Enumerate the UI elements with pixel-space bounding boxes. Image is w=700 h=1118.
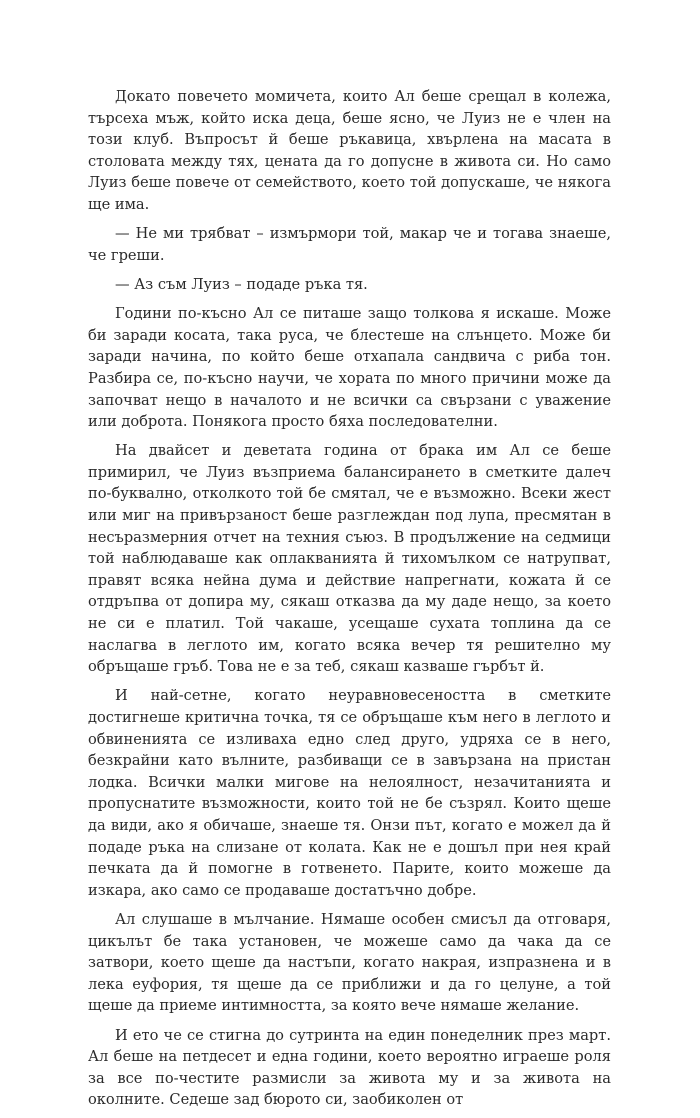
paragraph-1: Докато повечето момичета, които Ал беше срещал в колежа, търсеха мъж, който иска деца, беше ясно, че Луиз не е член на този клуб. Въпросът й беше ръкавица, хвърлена на масата в столовата между тях, цената да го допусне в живота си. Но само Луиз беше повече от семейството, което той допускаше, че някога ще има.: [88, 88, 611, 213]
paragraph-2: Години по-късно Ал се питаше защо толкова я искаше. Може би заради косата, така руса, че блестеше на слънцето. Може би заради начина, по който беше отхапала сандвича с риба тон. Разбира се, по-късно научи, че хората по много причини може да започват нещо в началото и не всички са свързани с уважение или доброта. Понякога просто бяха последователни.: [88, 305, 611, 431]
paragraph-6: И ето че се стигна до сутринта на един понеделник през март. Ал беше на петдесет и една години, което вероятно играеше роля за все по-честите размисли за живота му и за живота на околните. Седеше зад бюрото си, заобиколен от: [88, 1026, 611, 1109]
paragraph-4: И най-сетне, когато неуравновесеността в сметките достигнеше критична точка, тя се обръщаше към него в леглото и обвиненията се изливаха едно след друго, удряха се в него, безкрайни като вълните, разбиващи се в завързана на пристан лодка. Всички малки мигове на нелоялност, незачитанията и пропуснатите възможности, които той не бе съзрял. Които щеше да види, ако я обичаше, знаеше тя. Онзи път, когато е можел да й подаде ръка на слизане от колата. Как не е дошъл при нея край печката да й помогне в готвенето. Парите, които можеше да изкара, ако само се продаваше достатъчно добре.: [88, 687, 611, 899]
paragraph-5: Ал слушаше в мълчание. Нямаше особен смисъл да отговаря, цикълът бе така установен, че можеше само да чака да се затвори, което щеше да настъпи, когато накрая, изпразнена и в лека еуфория, тя щеше да се приближи и да го целуне, а той щеше да приеме интимността, за която вече нямаше желание.: [88, 910, 611, 1015]
paragraph-3: На двайсет и деветата година от брака им Ал се беше примирил, че Луиз възприема балансирането в сметките далеч по-буквално, отколкото той бе смятал, че е възможно. Всеки жест или миг на привързаност беше разглеждан под лупа, пресмятан в несъразмерния отчет на техния съюз. В продължение на седмици той наблюдаваше как оплакванията й тихомълком се натрупват, правят всяка нейна дума и действие напрегнати, кожата й се отдръпва от допира му, сякаш отказва да му даде нещо, за което не си е платил. Той чакаше, усещаше сухата топлина да се наслагва в леглото им, когато всяка вечер тя решително му обръщаше гръб. Това не е за теб, сякаш казваше гърбът й.: [88, 442, 611, 676]
body-text: [88, 86, 611, 1118]
dialogue-line-2: — Аз съм Луиз – подаде ръка тя.: [115, 275, 368, 293]
dialogue-line-1: — Не ми трябват – измърмори той, макар че и тогава знаеше, че греши.: [88, 225, 611, 264]
